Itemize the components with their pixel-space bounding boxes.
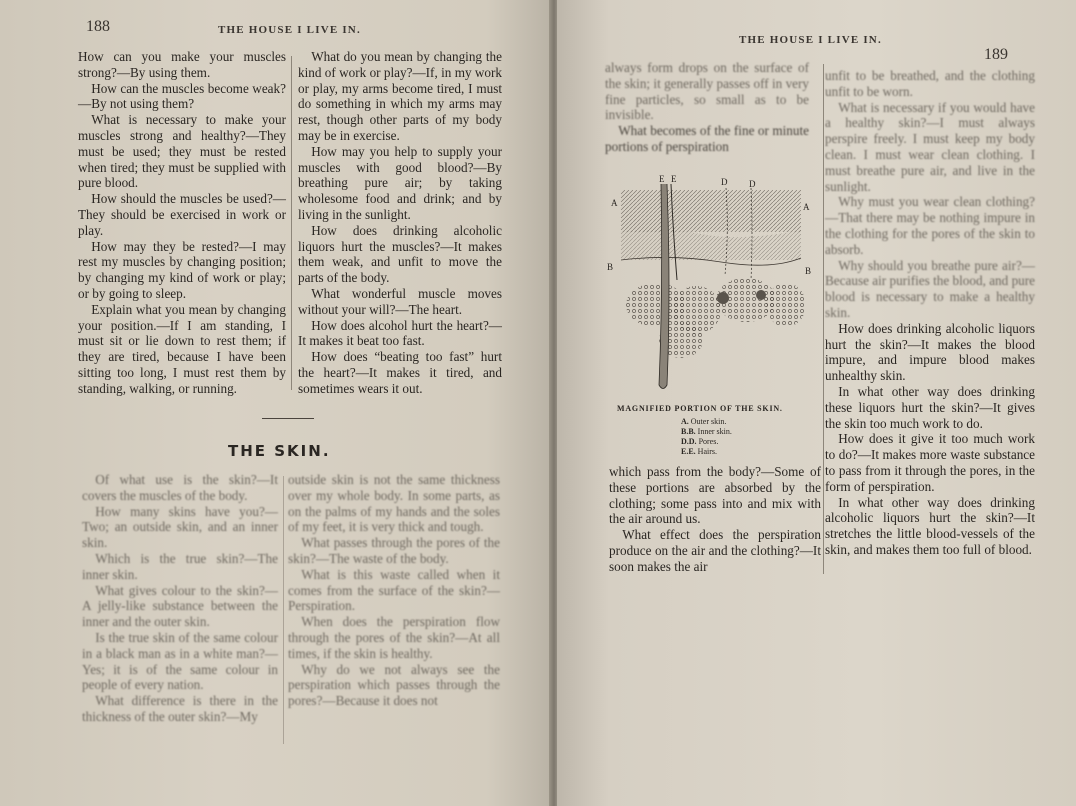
text-column-a-bottom: [609, 464, 821, 575]
section-title: THE SKIN.: [228, 442, 331, 460]
figure-label-b: B: [607, 262, 614, 272]
paragraph: How many skins have you?—Two; an outside skin, and an inner skin.: [82, 503, 278, 551]
paragraph: unfit to be breathed, and the clothing unfit to be worn.: [825, 68, 1035, 99]
paragraph: outside skin is not the same thickness over my whole body. In some parts, as on the palms of my hands and the soles of my feet, it is very thick and tough.: [288, 472, 500, 535]
skin-figure: [601, 170, 819, 402]
figure-caption: MAGNIFIED PORTION OF THE SKIN.: [617, 404, 783, 413]
page-number: 189: [984, 46, 1008, 63]
paragraph: When does the perspiration flow through the pores of the skin?—At all times, if the skin is healthy.: [288, 614, 500, 661]
figure-label-a: A: [803, 202, 810, 212]
skin-illustration: [601, 170, 819, 402]
paragraph: How does drinking alcoholic liquors hurt the skin?—It makes the blood impure, and impure blood makes unhealthy skin.: [825, 320, 1035, 384]
paragraph: In what other way does drinking alcoholic liquors hurt the skin?—It stretches the little blood-vessels of the skin, and makes them too full of blood.: [825, 494, 1035, 557]
figure-label-e: E: [671, 174, 677, 184]
paragraph: What wonderful muscle moves without your will?—The heart.: [298, 285, 502, 317]
paragraph: Is the true skin of the same colour in a black man as in a white man?—Yes; it is of the same colour in people of every nation.: [82, 629, 278, 693]
right-page: [557, 0, 1076, 806]
figure-label-d: D: [749, 179, 756, 189]
figure-label-b: B: [805, 266, 812, 276]
paragraph: Why must you wear clean clothing?—That there may be nothing impure in the clothing for the pores of the skin to absorb.: [825, 194, 1035, 257]
text-column-4: [288, 472, 500, 709]
paragraph: What passes through the pores of the skin?—The waste of the body.: [288, 535, 500, 566]
paragraph: How does alcohol hurt the heart?—It makes it beat too fast.: [298, 317, 502, 349]
paragraph: How can you make your muscles strong?—By using them.: [78, 49, 286, 80]
paragraph: Why do we not always see the perspiration which passes through the pores?—Because it does not: [288, 661, 500, 709]
inner-skin-layer: [621, 229, 801, 260]
paragraph: What becomes of the fine or minute portions of perspiration: [605, 123, 809, 154]
paragraph: What gives colour to the skin?—A jelly-like substance between the inner and the outer skin.: [82, 582, 278, 630]
text-column-b: [825, 68, 1035, 558]
paragraph: always form drops on the surface of the skin; it generally passes off in very fine particles, so small as to be invisible.: [605, 60, 809, 123]
legend-item: A. Outer skin.: [681, 417, 727, 426]
column-rule: [823, 64, 824, 574]
paragraph: What difference is there in the thickness of the outer skin?—My: [82, 693, 278, 724]
paragraph: What is necessary to make your muscles strong and healthy?—They must be used; they must be rested when tired; they must be supplied with pure blood.: [78, 112, 286, 191]
legend-item: B.B. Inner skin.: [681, 427, 732, 436]
figure-legend: [681, 417, 732, 457]
paragraph: How does drinking alcoholic liquors hurt the muscles?—It makes them weak, and unfit to move the parts of the body.: [298, 222, 502, 286]
paragraph: What is necessary if you would have a healthy skin?—I must always perspire freely. I must keep my body clean. I must wear clean clothing. I must breathe pure air, and live in the sunlight.: [825, 99, 1035, 194]
text-column-3: [82, 472, 278, 725]
paragraph: What is this waste called when it comes from the surface of the skin?—Perspiration.: [288, 566, 500, 614]
paragraph: Which is the true skin?—The inner skin.: [82, 550, 278, 582]
column-rule: [283, 476, 284, 744]
figure-label-a: A: [611, 198, 618, 208]
paragraph: How should the muscles be used?—They should be exercised in work or play.: [78, 191, 286, 238]
paragraph: How can the muscles become weak?—By not using them?: [78, 80, 286, 112]
gland: [756, 290, 766, 300]
outer-skin-layer: [621, 190, 801, 232]
section-divider: [262, 418, 314, 419]
gland-cluster: [766, 283, 806, 327]
paragraph: How does it give it too much work to do?—It makes more waste substance to pass from it through the pores, in the form of perspiration.: [825, 431, 1035, 494]
figure-label-d: D: [721, 177, 728, 187]
paragraph: What do you mean by changing the kind of work or play?—If, in my work or play, my arms become tired, I must do something in which my arms may rest, though other parts of my body may be in exercise.: [298, 49, 502, 143]
paragraph: How does “beating too fast” hurt the heart?—It makes it tired, and sometimes wears it out.: [298, 349, 502, 396]
paragraph: Why should you breathe pure air?—Because air purifies the blood, and pure blood is necessary to make a healthy skin.: [825, 257, 1035, 320]
paragraph: In what other way does drinking these liquors hurt the skin?—It gives the skin too much work to do.: [825, 383, 1035, 431]
paragraph: which pass from the body?—Some of these portions are absorbed by the clothing; some pass into and mix with the air around us.: [609, 464, 821, 527]
paragraph: What effect does the perspiration produce on the air and the clothing?—It soon makes the air: [609, 527, 821, 574]
paragraph: Explain what you mean by changing your position.—If I am standing, I must sit or lie down to rest them; if they are tired, because I have been sitting too long, I must rest them by standing, walking, or running.: [78, 301, 286, 396]
paragraph: How may you help to supply your muscles with good blood?—By breathing pure air; by taking wholesome food and drink; and by living in the sunlight.: [298, 143, 502, 222]
text-column-2: [298, 49, 502, 397]
figure-label-e: E: [659, 174, 665, 184]
running-head: THE HOUSE I LIVE IN.: [218, 24, 361, 36]
text-column-1: [78, 49, 286, 397]
page-number: 188: [86, 18, 110, 35]
gland: [717, 292, 729, 304]
paragraph: How may they be rested?—I may rest my muscles by changing position; by changing my kind of work or play; or by going to sleep.: [78, 238, 286, 301]
column-rule: [291, 56, 292, 390]
paragraph: Of what use is the skin?—It covers the muscles of the body.: [82, 472, 278, 503]
running-head: THE HOUSE I LIVE IN.: [739, 34, 882, 46]
text-column-a-top: [605, 60, 809, 155]
legend-item: E.E. Hairs.: [681, 447, 717, 456]
legend-item: D.D. Pores.: [681, 437, 719, 446]
